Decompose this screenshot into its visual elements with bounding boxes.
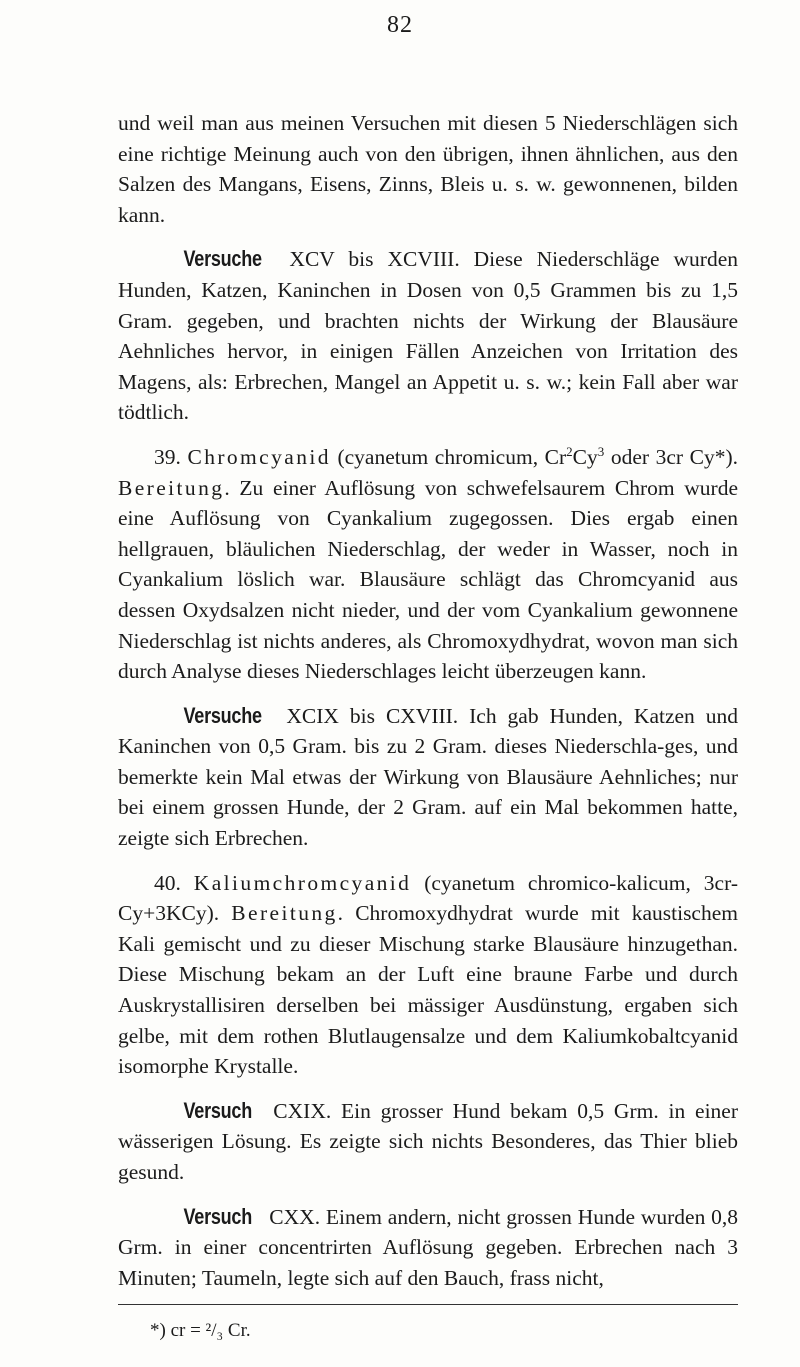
paragraph-text: Cy bbox=[572, 444, 598, 469]
section-heading: Versuche bbox=[183, 246, 262, 272]
paragraph-text: XCV bis XCVIII. Diese Niederschläge wurden Hunden, Katzen, Kaninchen in Dosen von 0,5 Grammen bis zu 1,5 Gram. gegeben, und brachten nichts der Wirkung der Blausäure Aehnliches hervor, in einigen Fällen Anzeichen von Irritation des Magens, als: Erbrechen, Mangel an Appetit u. s. w.; kein Fall aber war tödtlich. bbox=[118, 247, 738, 425]
compound-name: Kaliumchromcyanid bbox=[193, 870, 412, 895]
subscript-2: 2 bbox=[566, 443, 573, 459]
paragraph-intro bbox=[118, 108, 738, 230]
page-number: 82 bbox=[387, 12, 413, 38]
item-number: 40. bbox=[154, 870, 194, 895]
compound-name: Chromcyanid bbox=[187, 444, 331, 469]
paragraph-text: (cyanetum chromico-kalicum, 3cr-Cy+3KCy). bbox=[118, 870, 738, 926]
bereitung-label: Bereitung bbox=[118, 475, 225, 500]
section-heading: Versuch bbox=[183, 1097, 253, 1123]
footnote: *) cr = ²/₃ Cr. bbox=[150, 1320, 251, 1341]
footnote-divider bbox=[118, 1304, 738, 1305]
paragraph-text: . Chromoxydhydrat wurde mit kaustischem Kali gemischt und zu dieser Mischung starke Blausäure hinzugethan. Diese Mischung bekam an der Luft eine braune Farbe und durch Auskrystallisiren derselben bei mässiger Ausdünstung, ergaben sich gelbe, mit dem rothen Blutlaugensalze und dem Kaliumkobaltcyanid isomorphe Krystalle. bbox=[118, 901, 738, 1079]
paragraph-versuch-cxx bbox=[118, 1202, 738, 1294]
paragraph-text: CXIX. Ein grosser Hund bekam 0,5 Grm. in einer wässerigen Lösung. Es zeigte sich nichts Besonderes, das Thier blieb gesund. bbox=[118, 1098, 738, 1184]
paragraph-text: CXX. Einem andern, nicht grossen Hunde wurden 0,8 Grm. in einer concentrirten Auflösung gegeben. Erbrechen nach 3 Minuten; Taumeln, legte sich auf den Bauch, frass nicht, bbox=[118, 1204, 738, 1290]
paragraph-versuche-xcix bbox=[118, 701, 738, 854]
paragraph-kaliumchromcyanid bbox=[118, 868, 738, 1082]
section-heading: Versuche bbox=[183, 702, 262, 728]
paragraph-text: oder 3cr Cy*). bbox=[604, 444, 739, 469]
paragraph-versuche-xcv bbox=[118, 244, 738, 428]
body-text bbox=[118, 108, 738, 1293]
subscript-3: 3 bbox=[597, 443, 605, 459]
paragraph-chromcyanid bbox=[118, 442, 738, 687]
paragraph-versuch-cxix bbox=[118, 1096, 738, 1188]
item-number: 39. bbox=[154, 444, 188, 469]
bereitung-label: Bereitung bbox=[231, 901, 338, 926]
paragraph-text: XCIX bis CXVIII. Ich gab Hunden, Katzen und Kaninchen von 0,5 Gram. bis zu 2 Gram. dieses Niederschla-ges, und bemerkte kein Mal etwas der Wirkung von Blausäure Aehnliches; nur bei einem grossen Hunde, der 2 Gram. auf ein Mal bekommen hatte, zeigte sich Erbrechen. bbox=[118, 703, 738, 851]
paragraph-text: . Zu einer Auflösung von schwefelsaurem Chrom wurde eine Auflösung von Cyankalium zugegossen. Dies ergab einen hellgrauen, bläulichen Niederschlag, der weder in Wasser, noch in Cyankalium löslich war. Blausäure schlägt das Chromcyanid aus dessen Oxydsalzen nicht nieder, und der vom Cyankalium gewonnene Niederschlag ist nichts anderes, als Chromoxydhydrat, wovon man sich durch Analyse dieses Niederschlages leicht überzeugen kann. bbox=[118, 475, 738, 684]
section-heading: Versuch bbox=[183, 1203, 253, 1229]
intro-text: und weil man aus meinen Versuchen mit diesen 5 Niederschlägen sich eine richtige Meinung auch von den übrigen, ihnen ähnlichen, aus den Salzen des Mangans, Eisens, Zinns, Bleis u. s. w. gewonnenen, bilden kann. bbox=[118, 111, 738, 227]
paragraph-text: (cyanetum chromicum, Cr bbox=[330, 444, 567, 469]
